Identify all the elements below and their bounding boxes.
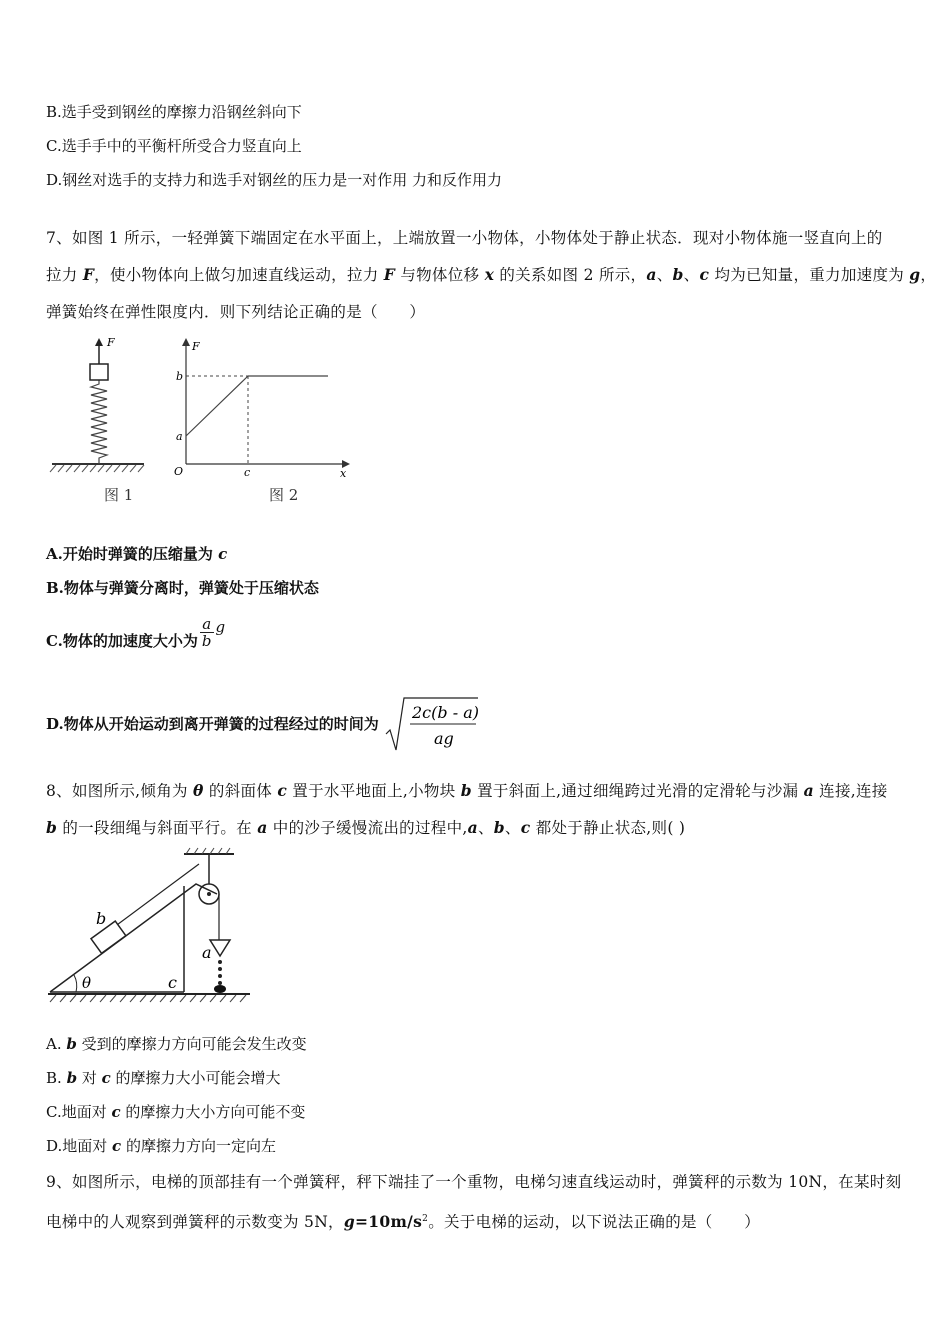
svg-text:b: b [176, 370, 184, 383]
option-c-prev: C.选手手中的平衡杆所受合力竖直向上 [46, 137, 302, 155]
svg-text:θ: θ [82, 974, 92, 992]
svg-text:a: a [202, 943, 212, 962]
q9-line2: 电梯中的人观察到弹簧秤的示数变为 5N，$g=10m/s^2$。关于电梯的运动，以下说法正确的是（ ） [46, 1212, 760, 1232]
q8-option-c: C.地面对 c 的摩擦力大小方向可能不变 [46, 1103, 306, 1121]
q7-option-c: C.物体的加速度大小为 $\frac{a}{b}$ g [46, 615, 226, 650]
q7-option-d: D.物体从开始运动到离开弹簧的过程经过的时间为 2c(b - a) ag [46, 696, 480, 754]
q7-line1: 7、如图 1 所示，一轻弹簧下端固定在水平面上，上端放置一小物体，小物体处于静止状态．现对小物体施一竖直向上的 [46, 229, 883, 247]
svg-text:a: a [176, 430, 183, 443]
q8-option-a: A. b 受到的摩擦力方向可能会发生改变 [46, 1035, 307, 1053]
svg-text:c: c [244, 466, 251, 479]
option-d-prev: D.钢丝对选手的支持力和选手对钢丝的压力是一对作用 力和反作用力 [46, 171, 503, 189]
q8-line2: b 的一段细绳与斜面平行。在 a 中的沙子缓慢流出的过程中,a、b、c 都处于静止状态,则( ) [46, 818, 686, 837]
q7-line2: 拉力 F，使小物体向上做匀加速直线运动，拉力 F 与物体位移 x 的关系如图 2 所示，a、b、c 均为已知量，重力加速度为 g， [46, 265, 937, 284]
q7-figures [44, 334, 364, 514]
incline-pulley-figure [44, 846, 256, 1006]
q7-option-a: A.开始时弹簧的压缩量为 c [46, 545, 228, 563]
force-displacement-graph [174, 338, 350, 480]
svg-text:O: O [174, 465, 184, 478]
q8-option-d: D.地面对 c 的摩擦力方向一定向左 [46, 1137, 276, 1155]
svg-text:b: b [96, 909, 107, 928]
fig1-caption: 图 1 [104, 486, 134, 504]
sqrt-expression [384, 696, 480, 752]
fig2-caption: 图 2 [269, 486, 299, 504]
svg-text:2c(b - a): 2c(b - a) [411, 703, 479, 722]
option-b-prev: B.选手受到钢丝的摩擦力沿钢丝斜向下 [46, 103, 302, 121]
q7-line3: 弹簧始终在弹性限度内．则下列结论正确的是（ ） [46, 303, 426, 321]
q8-option-b: B. b 对 c 的摩擦力大小可能会增大 [46, 1069, 281, 1087]
q8-line1: 8、如图所示,倾角为 θ 的斜面体 c 置于水平地面上,小物块 b 置于斜面上,通过细绳跨过光滑的定滑轮与沙漏 a 连接,连接 [46, 781, 888, 800]
svg-text:c: c [168, 973, 177, 992]
q7-option-b: B.物体与弹簧分离时，弹簧处于压缩状态 [46, 579, 319, 597]
svg-text:ag: ag [433, 729, 454, 748]
svg-text:F: F [107, 336, 115, 349]
svg-text:x: x [340, 467, 347, 480]
spring-figure [50, 336, 144, 472]
q9-line1: 9、如图所示，电梯的顶部挂有一个弹簧秤，秤下端挂了一个重物，电梯匀速直线运动时，弹簧秤的示数为 10N，在某时刻 [46, 1173, 902, 1191]
svg-text:F: F [192, 340, 200, 353]
